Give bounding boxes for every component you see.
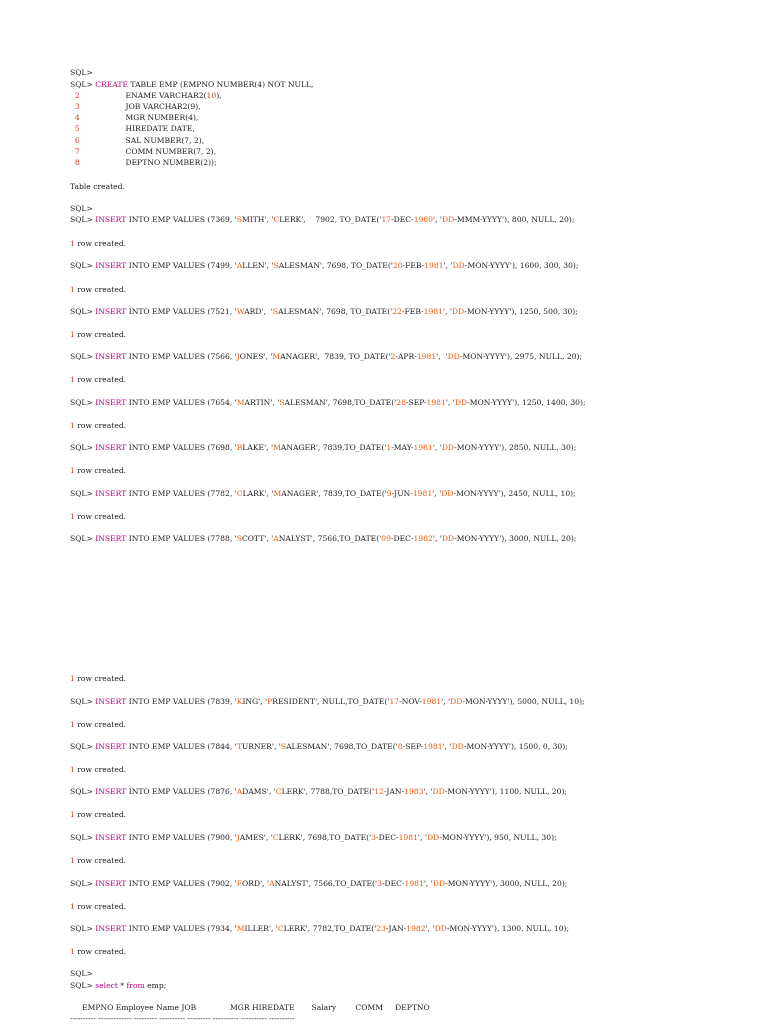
insert-statement [70,489,576,499]
keyword-token: INSERT [95,924,127,933]
text-token: ALESMAN', 7698,TO_DATE(' [286,742,398,751]
number-token: 1 [70,947,75,956]
string-token: 28 [396,398,406,407]
text-token: -MMM-YYYY'), 800, NULL, 20); [454,215,575,224]
insert-statement [70,443,576,453]
text-token: MITH', ' [241,215,274,224]
keyword-token: INSERT [95,307,127,316]
keyword-token: CREATE [95,80,128,89]
string-token: 1981 [398,833,418,842]
text-token: -JAN- [385,924,407,933]
insert-statement [70,833,557,843]
insert-statement [70,398,586,408]
keyword-token: INSERT [95,443,127,452]
text-token: -JAN- [383,787,405,796]
text-token: ALESMAN', 7698, TO_DATE(' [278,307,393,316]
row-created-message [70,810,126,820]
keyword-token: select [95,981,118,990]
string-token: J [236,833,240,842]
create-line-5 [70,124,195,134]
text-token: ALESMAN', 7698,TO_DATE(' [284,398,397,407]
text-token: SQL> [70,307,96,316]
text-token: INTO EMP VALUES (7698, ' [126,443,237,452]
text-token: INTO EMP VALUES (7782, ' [126,489,237,498]
keyword-token: INSERT [95,742,127,751]
string-token: 12 [374,787,384,796]
text-token: ING', ' [242,697,268,706]
insert-statement [70,879,567,889]
keyword-token: INSERT [95,398,127,407]
row-created-message [70,285,126,295]
number-token: 3 [70,102,80,111]
text-token: SQL> [70,215,96,224]
string-token: 17 [389,697,400,706]
string-token: 1983 [404,787,424,796]
text-token: SQL> [70,443,96,452]
string-token: 1981 [404,879,424,888]
text-token: ', ' [417,833,427,842]
string-token: 1981 [426,398,446,407]
string-token: 3 [377,879,382,888]
number-token: 2 [70,91,80,100]
text-token: ANAGER', 7839, TO_DATE(' [280,352,391,361]
keyword-token: INSERT [95,215,127,224]
text-token: ', ' [432,489,442,498]
string-token: S [272,307,279,316]
string-token: DD [451,742,464,751]
row-created-message [70,421,126,431]
text-token: SQL> [70,261,96,270]
create-line-1 [70,80,313,90]
text-token: ALESMAN', 7698, TO_DATE(' [278,261,393,270]
string-token: DD [441,443,455,452]
text-token: LAKE', ' [242,443,274,452]
string-token: 1981 [413,443,433,452]
string-token: A [269,879,275,888]
text-token: row created. [74,239,127,248]
insert-statement [70,261,578,271]
string-token: DD [441,489,454,498]
text-token: INTO EMP VALUES (7521, ' [126,307,237,316]
string-token: 3 [371,833,377,842]
text-token: SQL> [70,879,96,888]
insert-statement [70,215,574,225]
text-token: row created. [74,765,127,774]
row-created-message [70,947,126,957]
insert-statement [70,924,569,934]
text-token: SQL> [70,352,96,361]
number-token: 1 [70,375,75,384]
number-token: 1 [70,902,75,911]
row-created-message [70,720,126,730]
prompt-line: SQL> [70,204,93,213]
string-token: DD [447,352,460,361]
text-token: ', ' [432,443,442,452]
text-token: NALYST', 7566,TO_DATE(' [278,534,382,543]
string-token: M [236,924,245,933]
text-token: JOB VARCHAR2(9), [79,102,201,111]
string-token: 1 [386,443,392,452]
text-token: COTT', ' [241,534,274,543]
text-token: INTO EMP VALUES (7499, ' [126,261,237,270]
number-token: 1 [70,765,75,774]
text-token: INTO EMP VALUES (7654, ' [126,398,237,407]
text-token: ORD', ' [242,879,270,888]
string-token: DD [426,833,440,842]
keyword-token: INSERT [95,534,127,543]
text-token: INTO EMP VALUES (7876, ' [126,787,237,796]
string-token: C [236,489,243,498]
string-token: 1981 [423,307,443,316]
number-token: 7 [70,147,80,156]
text-token: MGR NUMBER(4), [79,113,199,122]
text-token: -MON-YYYY'), 1500, 0, 30); [463,742,568,751]
text-token: HIREDATE DATE, [79,124,195,133]
text-token: NALYST', 7566,TO_DATE(' [274,879,378,888]
string-token: DD [454,398,468,407]
text-token: -SEP- [405,398,427,407]
text-token: row created. [74,947,127,956]
number-token: 1 [70,810,75,819]
text-token: SQL> [70,489,96,498]
text-token: -MON-YYYY'), 3000, NULL, 20); [445,879,568,888]
result-header-row: EMPNO Employee Name JOB MGR HIREDATE Salary COMM DEPTNO [70,1003,430,1012]
create-line-6 [70,136,204,146]
string-token: W [236,307,245,316]
text-token: -MON-YYYY'), 1600, 300, 30); [464,261,579,270]
row-created-message [70,375,126,385]
row-created-message [70,765,126,775]
text-token: INTO EMP VALUES (7900, ' [126,833,237,842]
text-token: ', ' [433,215,443,224]
text-token: row created. [74,856,127,865]
string-token: 8 [397,742,403,751]
insert-statement [70,787,567,797]
text-token: -DEC- [390,534,414,543]
text-token: -DEC- [391,215,414,224]
number-token: 1 [70,720,75,729]
keyword-token: INSERT [95,697,127,706]
prompt-line: SQL> [70,68,93,77]
number-token: 1 [70,330,75,339]
text-token: SQL> [70,697,96,706]
number-token: 1 [70,512,75,521]
keyword-token: INSERT [95,352,127,361]
text-token: ', ' [423,787,433,796]
string-token: 1981 [421,697,442,706]
string-token: DD [451,307,465,316]
text-token: SQL> [70,534,96,543]
keyword-token: INSERT [95,261,127,270]
text-token: SQL> [70,742,96,751]
text-token: -DEC- [381,879,405,888]
text-token: LERK', 7698,TO_DATE(' [278,833,372,842]
string-token: 2 [390,352,396,361]
number-token: 1 [70,285,75,294]
row-created-message [70,330,126,340]
string-token: S [273,261,279,270]
text-token: ANAGER', 7839,TO_DATE(' [280,443,387,452]
string-token: DD [434,924,447,933]
string-token: DD [432,787,445,796]
text-token: -MON-YYYY'), 3000, NULL, 20); [454,534,577,543]
text-token: ', ' [442,742,452,751]
string-token: C [277,924,284,933]
text-token: ONES', ' [239,352,273,361]
string-token: 1980 [413,215,434,224]
text-token: ', ' [443,261,453,270]
string-token: M [236,398,245,407]
string-token: 1981 [412,489,433,498]
text-token: LERK', 7782,TO_DATE(' [283,924,377,933]
number-token: 1 [70,674,75,683]
text-token: -MON-YYYY'), 2850, NULL, 30); [454,443,577,452]
row-created-message [70,902,126,912]
string-token: A [273,534,279,543]
text-token: row created. [74,720,127,729]
text-token: emp; [144,981,167,990]
string-token: M [272,352,281,361]
text-token: LLEN', ' [242,261,274,270]
text-token: SAL NUMBER(7, 2), [79,136,205,145]
string-token: B [236,443,243,452]
string-token: K [236,697,243,706]
text-token: ', ' [441,697,451,706]
text-token: LERK', 7788,TO_DATE(' [281,787,375,796]
row-created-message [70,466,126,476]
text-token: -NOV- [399,697,422,706]
string-token: S [280,742,287,751]
text-token: * [117,981,127,990]
text-token: URNER', ' [241,742,281,751]
row-created-message [70,239,126,249]
text-token: -MON-YYYY'), 950, NULL, 30); [439,833,557,842]
string-token: 1981 [424,261,444,270]
text-token: TABLE EMP (EMPNO NUMBER(4) NOT NULL, [128,80,314,89]
insert-statement [70,697,585,707]
create-line-2 [70,91,222,101]
string-token: 1982 [406,924,426,933]
row-created-message [70,674,126,684]
text-token: DEPTNO NUMBER(2)); [79,158,217,167]
number-token: 4 [70,113,80,122]
string-token: M [273,443,281,452]
number-token: 5 [70,124,80,133]
table-created-message: Table created. [70,182,125,191]
keyword-token: INSERT [95,879,127,888]
text-token: -MON-YYYY'), 1250, 500, 30); [464,307,578,316]
row-created-message [70,856,126,866]
text-token: row created. [74,285,127,294]
row-created-message [70,512,126,522]
text-token: row created. [74,902,127,911]
text-token: ', ' [445,398,455,407]
create-line-3 [70,102,201,112]
text-token: INTO EMP VALUES (7934, ' [126,924,237,933]
text-token: INTO EMP VALUES (7844, ' [126,742,237,751]
text-token: ', ' [436,352,448,361]
text-token: SQL> [70,981,96,990]
result-separator-row: ---------- ------------- --------- ---------- --------- ---------- ---------- ---------- [70,1014,295,1023]
text-token: ANAGER', 7839,TO_DATE(' [281,489,387,498]
text-token: -JUN- [391,489,413,498]
text-token: SQL> [70,924,96,933]
text-token: ), [216,91,222,100]
string-token: DD [441,534,455,543]
text-token: INTO EMP VALUES (7566, ' [126,352,237,361]
text-token: LARK', ' [242,489,274,498]
text-token: SQL> [70,787,96,796]
string-token: 22 [392,307,402,316]
text-token: INTO EMP VALUES (7902, ' [126,879,237,888]
insert-statement [70,742,568,752]
string-token: M [273,489,282,498]
text-token: row created. [74,512,127,521]
text-token: ', ' [442,307,452,316]
number-token: 8 [70,158,80,167]
prompt-line: SQL> [70,969,93,978]
text-token: -FEB- [401,307,424,316]
text-token: -MON-YYYY'), 1300, NULL, 10); [446,924,570,933]
string-token: 1981 [423,742,443,751]
insert-statement [70,534,576,544]
string-token: S [236,534,242,543]
string-token: A [236,787,243,796]
text-token: row created. [74,375,127,384]
text-token: ', ' [425,924,435,933]
text-token: AMES', ' [239,833,273,842]
string-token: S [279,398,285,407]
keyword-token: INSERT [95,489,127,498]
number-token: 1 [70,421,75,430]
keyword-token: INSERT [95,833,127,842]
create-line-4 [70,113,198,123]
text-token: ILLER', ' [244,924,278,933]
string-token: 17 [381,215,392,224]
string-token: J [236,352,240,361]
create-line-8 [70,158,217,168]
text-token: SQL> [70,833,96,842]
string-token: S [236,215,242,224]
text-token: -MON-YYYY'), 2975, NULL, 20); [459,352,583,361]
string-token: C [275,787,282,796]
text-token: row created. [74,810,127,819]
text-token: INTO EMP VALUES (7369, ' [126,215,237,224]
string-token: DD [450,697,463,706]
text-token: ', ' [432,534,442,543]
string-token: DD [432,879,446,888]
string-token: T [236,742,242,751]
text-token: row created. [74,421,127,430]
text-token: -MAY- [391,443,414,452]
text-token: INTO EMP VALUES (7839, ' [126,697,237,706]
text-token: -SEP- [402,742,424,751]
insert-statement [70,352,582,362]
text-token: -MON-YYYY'), 1250, 1400, 30); [467,398,586,407]
text-token: row created. [74,466,127,475]
string-token: 1982 [413,534,433,543]
create-line-7 [70,147,216,157]
number-token: 6 [70,136,80,145]
number-token: 1 [70,856,75,865]
select-query [70,981,166,991]
text-token: INTO EMP VALUES (7788, ' [126,534,237,543]
text-token: ARTIN', ' [244,398,280,407]
text-token: -MON-YYYY'), 2450, NULL, 10); [453,489,576,498]
text-token: ', ' [423,879,433,888]
text-token: SQL> [70,80,96,89]
text-token: -MON-YYYY'), 1100, NULL, 20); [444,787,567,796]
text-token: COMM NUMBER(7, 2), [79,147,217,156]
text-token: ENAME VARCHAR2( [79,91,207,100]
string-token: 09 [381,534,391,543]
text-token: -FEB- [402,261,425,270]
number-token: 1 [70,466,75,475]
insert-statement [70,307,578,317]
string-token: 23 [376,924,386,933]
keyword-token: from [126,981,145,990]
text-token: -DEC- [376,833,399,842]
string-token: DD [452,261,465,270]
number-token: 10 [206,91,217,100]
string-token: P [267,697,273,706]
string-token: C [272,833,279,842]
string-token: 9 [386,489,392,498]
string-token: 20 [392,261,403,270]
keyword-token: INSERT [95,787,127,796]
text-token: row created. [74,674,127,683]
string-token: 1981 [416,352,437,361]
text-token: -APR- [395,352,417,361]
text-token: row created. [74,330,127,339]
string-token: F [236,879,243,888]
text-token: SQL> [70,398,96,407]
text-token: LERK', 7902, TO_DATE(' [279,215,382,224]
number-token: 1 [70,239,75,248]
text-token: RESIDENT', NULL,TO_DATE(' [272,697,390,706]
text-token: DAMS', ' [242,787,276,796]
string-token: C [273,215,280,224]
string-token: DD [442,215,455,224]
text-token: -MON-YYYY'), 5000, NULL, 10); [462,697,585,706]
text-token: ARD', ' [244,307,273,316]
string-token: A [236,261,243,270]
